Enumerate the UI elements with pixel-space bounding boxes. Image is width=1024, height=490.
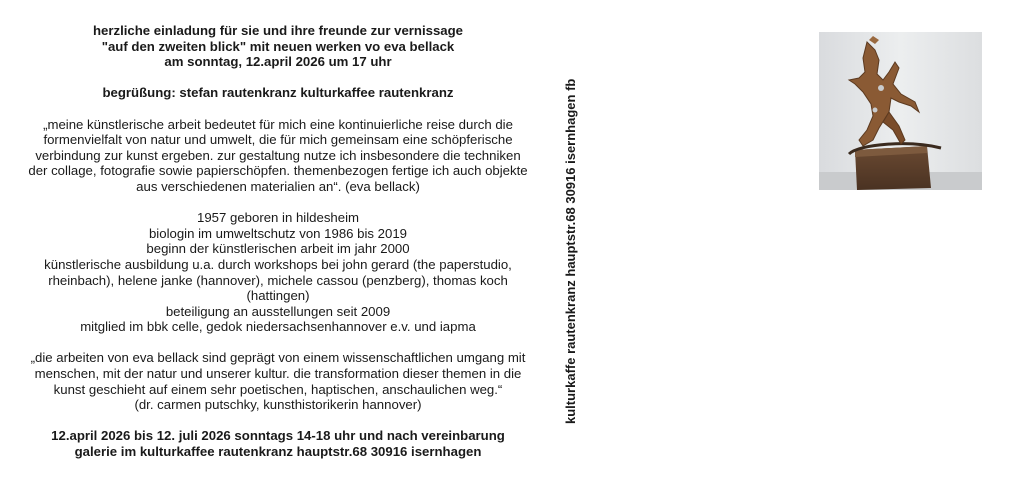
exhibition-venue: galerie im kulturkaffee rautenkranz hauptstr.68 30916 isernhagen [74, 444, 482, 460]
quote2-line: menschen, mit der natur und unserer kultur. die transformation dieser themen in die [34, 366, 522, 382]
invitation-line-2: "auf den zweiten blick" mit neuen werken vo eva bellack [101, 38, 455, 54]
sculpture-photo [819, 32, 982, 190]
quote2-line: (dr. carmen putschky, kunsthistorikerin hannover) [134, 397, 422, 413]
bio-line: 1957 geboren in hildesheim [196, 210, 360, 226]
bio-line: (hattingen) [246, 288, 310, 304]
vertical-address: kulturkaffe rautenkranz hauptstr.68 30916 isernhagen fb [563, 78, 578, 424]
quote1-line: formenvielfalt von natur und umwelt, die für mich gemeinsam eine schöpferische [43, 132, 513, 148]
sculpture-image [819, 32, 982, 190]
quote2-line: „die arbeiten von eva bellack sind geprägt von einem wissenschaftlichen umgang mit [30, 350, 526, 366]
bio-line: rheinbach), helene janke (hannover), michele cassou (penzberg), thomas koch [48, 272, 508, 288]
quote1-line: der collage, fotografie sowie papierschöpfen. themenbezogen fertige ich auch objekte [28, 163, 528, 179]
quote2-line: kunst geschieht auf einem sehr poetischen, haptischen, anschaulichen weg.“ [53, 381, 503, 397]
bio-line: beteiligung an ausstellungen seit 2009 [165, 303, 391, 319]
bio-line: beginn der künstlerischen arbeit im jahr 2000 [146, 241, 410, 257]
bio-line: künstlerische ausbildung u.a. durch workshops bei john gerard (the paperstudio, [44, 256, 512, 272]
quote1-line: verbindung zur kunst ergeben. zur gestaltung nutze ich insbesondere die techniken [35, 147, 521, 163]
greeting-line: begrüßung: stefan rautenkranz kulturkaffee rautenkranz [102, 85, 454, 101]
invitation-text [8, 23, 548, 460]
invitation-line-1: herzliche einladung für sie und ihre freunde zur vernissage [92, 23, 464, 38]
quote1-line: „meine künstlerische arbeit bedeutet für mich eine kontinuierliche reise durch die [43, 116, 513, 132]
invitation-line-3: am sonntag, 12.april 2026 um 17 uhr [164, 54, 392, 70]
exhibition-dates: 12.april 2026 bis 12. juli 2026 sonntags 14-18 uhr und nach vereinbarung [51, 428, 505, 444]
bio-line: biologin im umweltschutz von 1986 bis 2019 [148, 225, 408, 241]
bio-line: mitglied im bbk celle, gedok niedersachsenhannover e.v. und iapma [80, 319, 476, 335]
quote1-line: aus verschiedenen materialien an“. (eva bellack) [136, 178, 420, 194]
